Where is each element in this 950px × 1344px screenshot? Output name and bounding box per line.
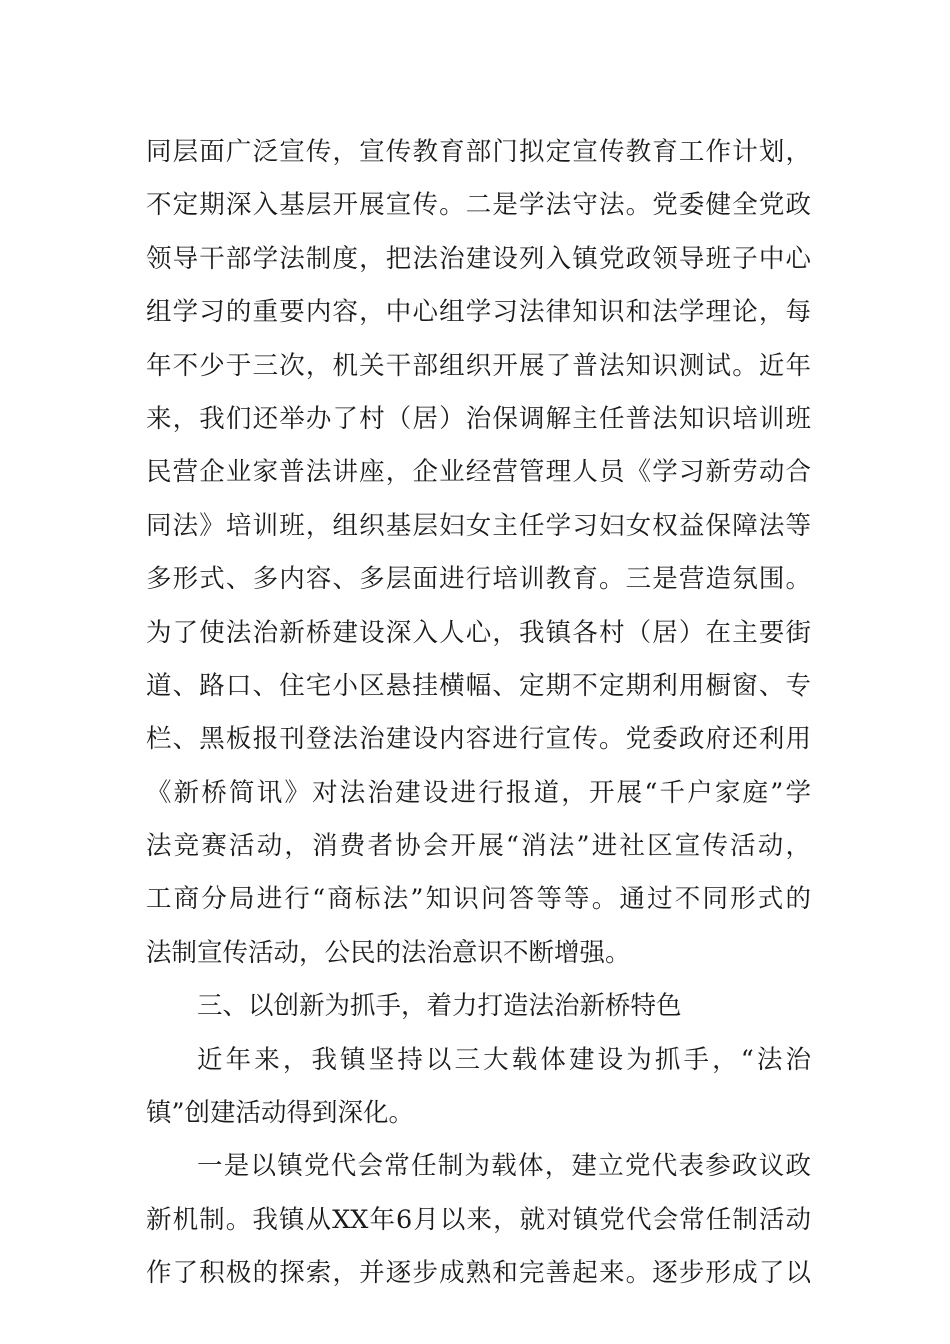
text-line: 作了积极的探索，并逐步成熟和完善起来。逐步形成了以 — [146, 1258, 811, 1289]
text-line: 道、路口、住宅小区悬挂横幅、定期不定期利用橱窗、专 — [146, 670, 811, 701]
text-line: 多形式、多内容、多层面进行培训教育。三是营造氛围。 — [146, 564, 811, 595]
text-line: 新机制。我镇从XX年6月以来，就对镇党代会常任制活动 — [146, 1204, 811, 1235]
text-line: 不定期深入基层开展宣传。二是学法守法。党委健全党政 — [146, 190, 811, 221]
text-line: 法制宣传活动，公民的法治意识不断增强。 — [146, 937, 631, 968]
text-line: 同法》培训班，组织基层妇女主任学习妇女权益保障法等 — [146, 510, 811, 541]
text-line: 栏、黑板报刊登法治建设内容进行宣传。党委政府还利用 — [146, 724, 811, 755]
text-line: 来，我们还举办了村（居）治保调解主任普法知识培训班 — [146, 403, 811, 434]
text-line: 组学习的重要内容，中心组学习法律知识和法学理论，每 — [146, 297, 811, 328]
text-line: 一是以镇党代会常任制为载体，建立党代表参政议政 — [197, 1151, 811, 1182]
text-line: 《新桥简讯》对法治建设进行报道，开展“千户家庭”学 — [146, 777, 811, 808]
text-line: 为了使法治新桥建设深入人心，我镇各村（居）在主要街 — [146, 617, 811, 648]
text-line: 工商分局进行“商标法”知识问答等等。通过不同形式的 — [146, 884, 811, 915]
text-line: 年不少于三次，机关干部组织开展了普法知识测试。近年 — [146, 350, 811, 381]
text-line: 近年来，我镇坚持以三大载体建设为抓手，“法治 — [197, 1044, 811, 1075]
document-body — [146, 126, 811, 1301]
text-line: 镇”创建活动得到深化。 — [146, 1098, 415, 1129]
text-line: 法竞赛活动，消费者协会开展“消法”进社区宣传活动， — [146, 831, 811, 862]
text-line: 民营企业家普法讲座，企业经营管理人员《学习新劳动合 — [146, 457, 811, 488]
text-line: 领导干部学法制度，把法治建设列入镇党政领导班子中心 — [146, 243, 811, 274]
section-heading: 三、以创新为抓手，着力打造法治新桥特色 — [197, 991, 682, 1022]
text-line: 同层面广泛宣传，宣传教育部门拟定宣传教育工作计划， — [146, 137, 811, 167]
